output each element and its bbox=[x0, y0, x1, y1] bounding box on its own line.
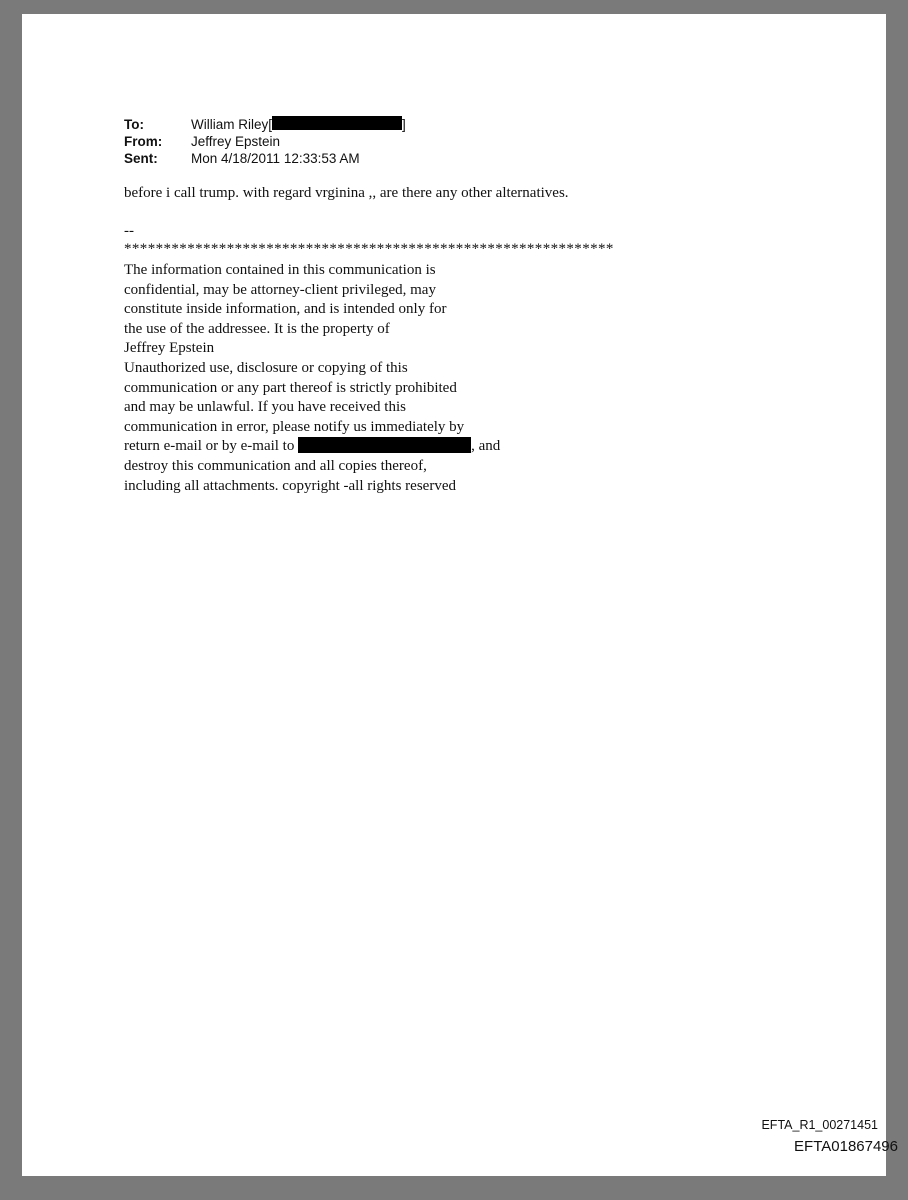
message-body: before i call trump. with regard vrginina ,, are there any other alternatives. bbox=[124, 185, 569, 201]
disclaimer-line: The information contained in this communication is bbox=[124, 262, 436, 278]
bates-stamp-primary: EFTA_R1_00271451 bbox=[761, 1118, 878, 1132]
signature-stars: ************************************************************** bbox=[124, 241, 614, 257]
disclaimer-line: destroy this communication and all copies thereof, bbox=[124, 457, 427, 474]
email-line-prefix: return e-mail or by e-mail to bbox=[124, 438, 299, 455]
from-value: Jeffrey Epstein bbox=[191, 134, 281, 149]
disclaimer-line: the use of the addressee. It is the property of bbox=[124, 320, 390, 337]
to-value: William Riley[ bbox=[191, 117, 272, 132]
disclaimer-line: Unauthorized use, disclosure or copying of this bbox=[124, 359, 408, 376]
disclaimer-line: communication in error, please notify us immediately by bbox=[124, 418, 465, 435]
to-label: To: bbox=[124, 117, 144, 132]
disclaimer-line: confidential, may be attorney-client privileged, may bbox=[124, 281, 436, 298]
disclaimer-line: communication or any part thereof is strictly prohibited bbox=[124, 379, 457, 396]
disclaimer-email-line bbox=[124, 437, 500, 457]
document-page bbox=[22, 14, 886, 1176]
redaction-bar bbox=[298, 437, 471, 453]
to-suffix: ] bbox=[402, 117, 406, 132]
disclaimer-line: constitute inside information, and is intended only for bbox=[124, 301, 447, 318]
sent-value: Mon 4/18/2011 12:33:53 AM bbox=[191, 151, 360, 166]
email-header bbox=[124, 116, 406, 167]
disclaimer-line: including all attachments. copyright -all rights reserved bbox=[124, 477, 456, 494]
bates-stamp-secondary: EFTA01867496 bbox=[794, 1138, 898, 1155]
signature-dash: -- bbox=[124, 223, 134, 239]
redaction-bar bbox=[272, 116, 402, 130]
disclaimer bbox=[124, 261, 500, 496]
disclaimer-line: Jeffrey Epstein bbox=[124, 340, 215, 357]
from-label: From: bbox=[124, 134, 163, 149]
email-line-suffix: , and bbox=[471, 438, 501, 455]
sent-label: Sent: bbox=[124, 151, 158, 166]
to-row bbox=[124, 116, 406, 133]
from-row bbox=[124, 133, 406, 150]
disclaimer-line: and may be unlawful. If you have received this bbox=[124, 399, 406, 416]
sent-row bbox=[124, 150, 406, 167]
